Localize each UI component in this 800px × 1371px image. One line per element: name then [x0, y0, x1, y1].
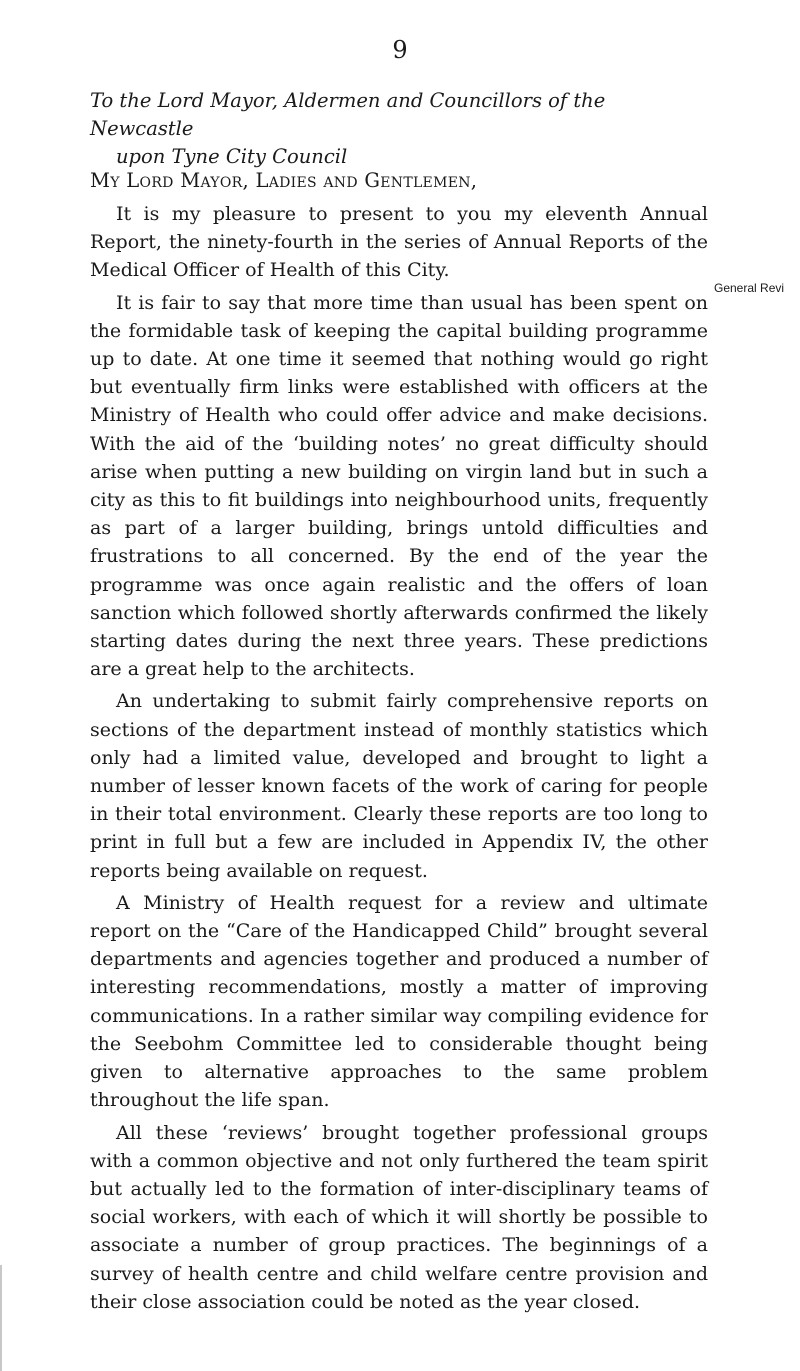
page-number: 9	[392, 36, 408, 64]
paragraph-5: All these ‘reviews’ brought together professional groups with a common objective and not only furthered the team spirit but actually led to the formation of inter-disciplinary teams of social workers, with each of which it will shortly be possible to associate a number of group practices. The beginnings of a survey of health centre and child welfare centre provision and their close association could be noted as the year closed.	[90, 1121, 708, 1313]
margin-note: General Revi	[714, 281, 785, 295]
scan-edge-mark	[0, 1265, 2, 1371]
address-line-2: upon Tyne City Council	[116, 145, 348, 168]
paragraph-1: It is my pleasure to present to you my eleventh Annual Report, the ninety-fourth in the series of Annual Reports of the Medical Officer of Health of this City.	[90, 203, 708, 282]
paragraph-2: It is fair to say that more time than usual has been spent on the formidable task of keeping the capital building programme up to date. At one time it seemed that nothing would go right but eventually firm links were established with officers at the Ministry of Health who could offer advice and make decisions. With the aid of the ‘building notes’ no great difficulty should arise when putting a new building on virgin land but in such a city as this to fit buildings into neighbourhood units, frequently as part of a larger building, brings untold difficulties and frustrations to all concerned. By the end of the year the programme was once again realistic and the offers of loan sanction which followed shortly afterwards confirmed the likely starting dates during the next three years. These predictions are a great help to the architects.	[90, 291, 708, 681]
paragraph-3: An undertaking to submit fairly comprehensive reports on sections of the department instead of monthly statistics which only had a limited value, developed and brought to light a number of lesser known facets of the work of caring for people in their total environment. Clearly these reports are too long to print in full but a few are included in Appendix IV, the other reports being available on request.	[90, 690, 708, 882]
paragraph-4: A Ministry of Health request for a review and ultimate report on the “Care of the Handicapped Child” brought several departments and agencies together and produced a number of interesting recommendations, mostly a matter of improving communications. In a rather similar way compiling evidence for the Seebohm Committee led to considerable thought being given to alternative approaches to the same problem throughout the life span.	[90, 891, 708, 1112]
report-body	[90, 200, 708, 1320]
salutation: My Lord Mayor, Ladies and Gentlemen,	[90, 169, 478, 192]
address-line-1: To the Lord Mayor, Aldermen and Councillors of the Newcastle	[90, 89, 606, 140]
address-block	[90, 87, 710, 171]
